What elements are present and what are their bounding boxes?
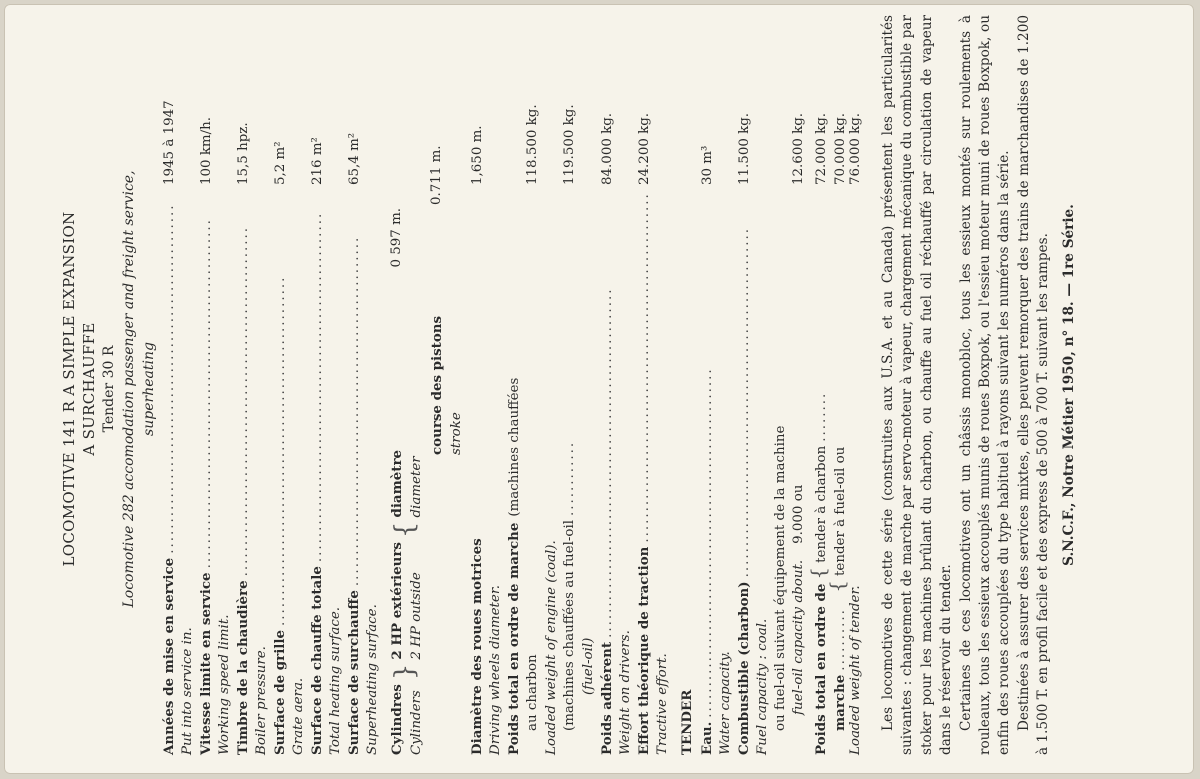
spec-row: [846, 15, 865, 755]
title-line-2: A SURCHAUFFE: [80, 322, 98, 456]
cylinders-stroke-block: [427, 15, 467, 755]
spec-row: Timbre de la chaudière ........................................................ 15,5 hpz.: [233, 15, 252, 755]
spec-row: Surface de surchauffe ........................................................ 65,4 m²: [344, 15, 363, 755]
tender-title: TENDER: [679, 689, 695, 755]
spec-row: Eau. ........................................................ 30 m³: [697, 15, 716, 755]
spec-label: Effort théorique de traction: [636, 546, 652, 755]
spec-value: 65,4 m²: [347, 132, 362, 185]
spec-value: 216 m²: [310, 137, 325, 185]
spec-sub: Superheating surface.: [365, 604, 380, 755]
cylinders-stroke-en: stroke: [449, 412, 464, 455]
rotated-text-block: [9, 9, 1189, 769]
footer-credit: S.N.C.F., Notre Métier 1950, n° 18. — 1re Série.: [1060, 204, 1077, 566]
spec-label: Surface de chauffe totale: [309, 566, 325, 755]
cylinders-diameter: diamètre: [389, 449, 405, 518]
cylinders-diameter-value: 0 597 m.: [389, 207, 404, 268]
spec-label: tender à charbon: [814, 445, 829, 563]
spec-label: Poids total en ordre de marche: [506, 522, 522, 755]
spec-row: Poids total en ordre de { tender à charbon ........ 72.000 kg.: [808, 15, 827, 755]
spec-sub: Loaded weight of engine (coal).: [544, 540, 559, 755]
spec-sub: Loaded weight of tender.: [848, 585, 863, 755]
cylinders-stroke-value: 0.711 m.: [429, 145, 444, 205]
spec-row: marche .......... { tender à fuel-oil ou 70.000 kg.: [827, 15, 846, 755]
spec-value: 84.000 kg.: [600, 112, 615, 185]
spec-sub: Working speed limit.: [217, 614, 232, 755]
postcard: [4, 4, 1194, 774]
spec-sub: Tractive effort.: [655, 653, 670, 755]
spec-sub: au charbon: [525, 654, 540, 731]
spec-value: 70.000 kg.: [833, 112, 848, 185]
spec-row: Surface de grille ........................................................ 5,2 m²: [270, 15, 289, 755]
spec-label: Poids total en ordre de: [813, 583, 829, 755]
spec-value: 5,2 m²: [273, 141, 288, 185]
note-paragraph: Les locomotives de cette série (construites aux U.S.A. et au Canada) présentent les particularités suivantes : changement de marche par servo-moteur à vapeur, chargement mécanique du combustible par stoker pour les machines brûlant du charbon, ou chauffe au fuel oil réchauffé par circulation de vapeur dans le réservoir du tender.: [880, 15, 955, 755]
spec-value: 76.000 kg.: [848, 112, 863, 185]
notes-block: [879, 15, 1079, 755]
spec-value: 15,5 hpz.: [236, 122, 251, 185]
spec-list: [159, 15, 865, 755]
spec-label: Surface de surchauffe: [346, 590, 362, 755]
spec-label: Années de mise en service: [161, 557, 177, 755]
spec-value: 30 m³: [700, 145, 715, 185]
spec-sub: fuel-oil capacity about.: [791, 559, 806, 715]
spec-label: Eau.: [699, 721, 715, 755]
spec-value: 12.600 kg.: [791, 112, 806, 185]
cylinders-hp: 2 HP extérieurs: [389, 542, 405, 660]
spec-label: Poids adhérent: [599, 641, 615, 755]
spec-row: Effort théorique de traction ........................................................ 24.200 kg.: [634, 15, 653, 755]
spec-extra: (machines chauffées: [507, 377, 522, 517]
spec-sub: ou fuel-oil suivant équipement de la machine: [773, 425, 788, 731]
cylinders-label: Cylindres: [389, 684, 405, 755]
spec-sub: Total heating surface.: [328, 606, 343, 755]
cylinders-label-en: Cylinders: [409, 690, 424, 755]
spec-value: 11.500 kg.: [737, 112, 752, 185]
spec-sub: Water capacity.: [718, 651, 733, 755]
spec-value: 1,650 m.: [470, 125, 485, 185]
spec-row: [523, 15, 542, 755]
spec-row: [467, 15, 486, 755]
spec-sub: Boiler pressure.: [254, 646, 269, 755]
title-line-3: Tender 30 R: [101, 345, 117, 433]
title-line-5: superheating: [141, 342, 157, 436]
spec-label: (machines chauffées au fuel-oil: [562, 519, 577, 731]
cylinders-hp-en: 2 HP outside: [409, 572, 424, 660]
spec-value: 100 km/h.: [199, 116, 214, 185]
spec-label: marche: [832, 674, 848, 731]
spec-label: Timbre de la chaudière: [235, 580, 251, 755]
spec-label: Surface de grille: [272, 630, 288, 755]
spec-label: Diamètre des roues motrices: [469, 538, 485, 755]
spec-row: (machines chauffées au fuel-oil ............ 119.500 kg.: [560, 15, 579, 755]
spec-label: Combustible (charbon): [736, 581, 752, 755]
spec-row: Surface de chauffe totale ........................................................ 216 m²: [307, 15, 326, 755]
spec-sub: Driving wheels diameter.: [488, 584, 503, 755]
spec-label: Vitesse limite en service: [198, 572, 214, 755]
cylinders-diameter-en: diameter: [409, 456, 424, 518]
spec-value: 72.000 kg.: [814, 112, 829, 185]
title-line-4: Locomotive 282 accomodation passenger and freight service,: [121, 170, 137, 608]
title-block: [59, 9, 159, 769]
spec-sub: (fuel-oil): [581, 637, 596, 695]
note-paragraph: Destinées à assurer des services mixtes, elles peuvent remorquer des trains de marchandises de 1.200 à 1.500 T. en profil facile et des express de 500 à 700 T. suivant les rampes.: [1015, 15, 1052, 755]
spec-row: [789, 15, 808, 755]
spec-extra: 9.000 ou: [791, 484, 806, 544]
spec-sub: Grate aera.: [291, 677, 306, 755]
spec-row: Vitesse limite en service ........................................................ 100 km/h.: [196, 15, 215, 755]
spec-value: 118.500 kg.: [525, 104, 540, 185]
spec-sub: Put into service in.: [180, 627, 195, 755]
title-line-1: LOCOMOTIVE 141 R A SIMPLE EXPANSION: [60, 211, 78, 567]
cylinders-block: Cylindres Cylinders } 2 HP extérieurs 2 HP outside { diamètre diameter 0 597 m.: [387, 15, 427, 755]
spec-row: Années de mise en service ........................................................ 1945 à 1947: [159, 15, 178, 755]
spec-row: [504, 15, 523, 755]
spec-row: Combustible (charbon) ........................................................ 11.500 kg.: [734, 15, 753, 755]
spec-sub: Fuel capacity : coal.: [755, 618, 770, 755]
spec-label: tender à fuel-oil ou: [833, 446, 848, 576]
note-paragraph: Certaines de ces locomotives ont un châssis monobloc, tous les essieux montés sur roulements à rouleaux, tous les essieux accouplés munis de roues Boxpok, ou l'essieu moteur muni de roues Boxpok, ou enfin des roues accouplées du type habituel à rayons suivant les numéros dans la série.: [957, 15, 1013, 755]
cylinders-stroke: course des pistons: [429, 315, 445, 455]
spec-row: Poids adhérent ........................................................ 84.000 kg.: [597, 15, 616, 755]
spec-sub: Weight on drivers.: [618, 630, 633, 755]
spec-value: 1945 à 1947: [162, 100, 177, 185]
spec-value: 119.500 kg.: [562, 104, 577, 185]
spec-value: 24.200 kg.: [637, 112, 652, 185]
